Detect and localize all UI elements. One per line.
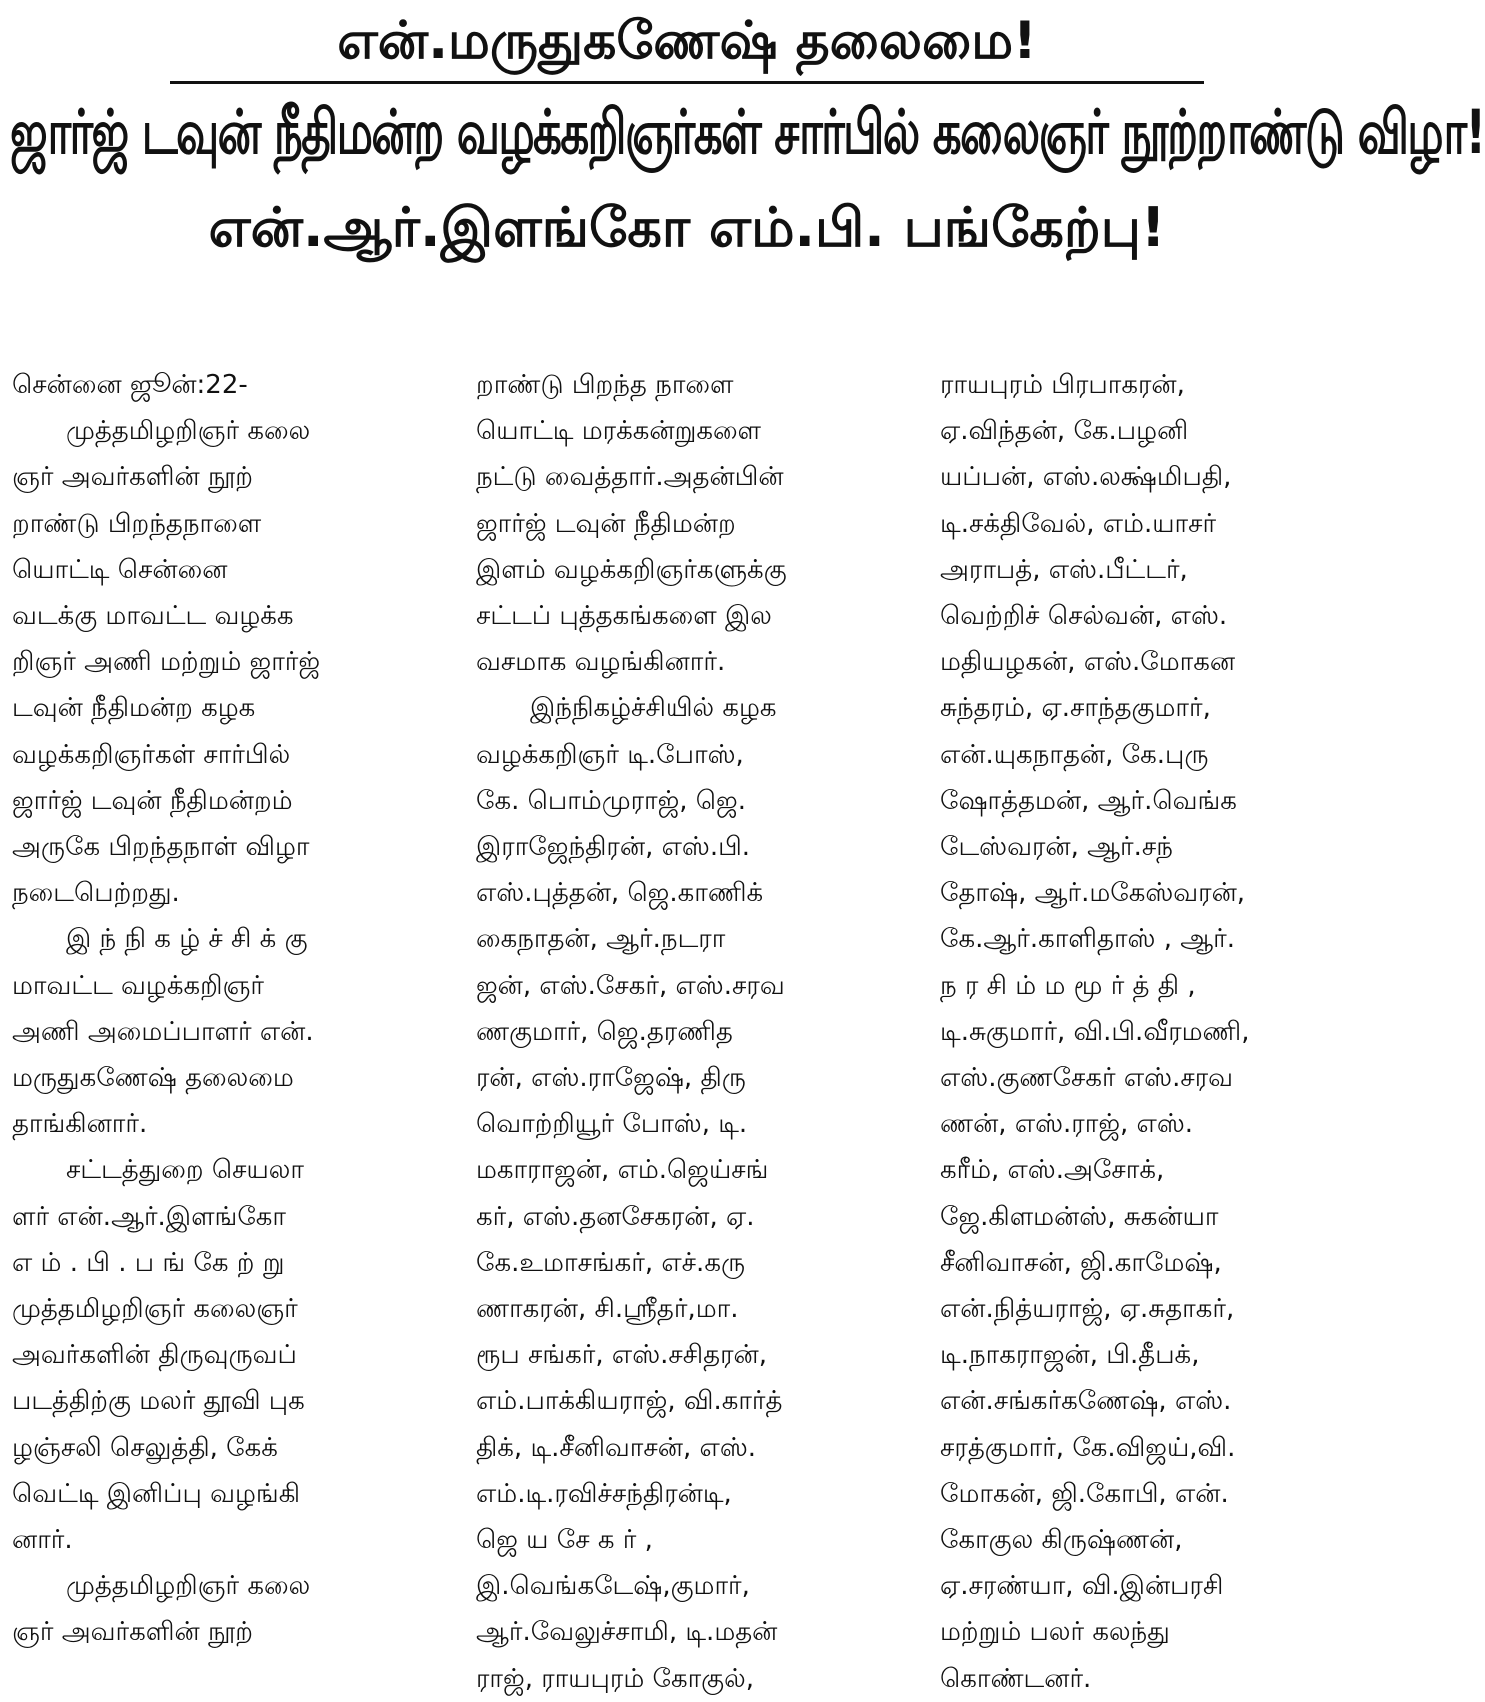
article-line: ஆர்.வேலுச்சாமி, டி.மதன் xyxy=(476,1617,778,1648)
article-line: சென்னை ஜூன்:22- xyxy=(12,370,248,400)
article-line: ளர் என்.ஆர்.இளங்கோ xyxy=(12,1201,287,1232)
article-line: ஞர் அவர்களின் நூற் xyxy=(12,462,253,493)
article-line: தோஷ், ஆர்.மகேஸ்வரன், xyxy=(940,878,1246,909)
article-line: கைநாதன், ஆர்.நடரா xyxy=(476,924,726,955)
article-line: அவர்களின் திருவுருவப் xyxy=(12,1340,297,1371)
article-line: அருகே பிறந்தநாள் விழா xyxy=(12,832,310,863)
article-line: சீனிவாசன், ஜி.காமேஷ், xyxy=(940,1247,1222,1278)
article-line: ரூப சங்கர், எஸ்.சசிதரன், xyxy=(476,1340,767,1371)
article-line: எஸ்.புத்தன், ஜெ.காணிக் xyxy=(476,878,764,909)
article-line: மதியழகன், எஸ்.மோகன xyxy=(940,647,1236,678)
article-line: சட்டத்துறை செயலா xyxy=(66,1155,304,1186)
article-line: ணாகரன், சி.ஸ்ரீதர்,மா. xyxy=(476,1294,739,1325)
article-line: நட்டு வைத்தார்.அதன்பின் xyxy=(476,462,784,493)
headline-main: ஜார்ஜ் டவுன் நீதிமன்ற வழக்கறிஞர்கள் சார்பில் கலைஞர் நூற்றாண்டு விழா! xyxy=(10,95,1485,168)
article-line: அணி அமைப்பாளர் என். xyxy=(12,1016,314,1047)
article-line: முத்தமிழறிஞர் கலை xyxy=(66,1571,311,1602)
article-line: ஏ.விந்தன், கே.பழனி xyxy=(940,416,1189,447)
article-line: றாண்டு பிறந்த நாளை xyxy=(476,370,734,400)
article-line: ணகுமார், ஜெ.தரணித xyxy=(476,1016,733,1047)
article-line: ஜே.கிளமன்ஸ், சுகன்யா xyxy=(940,1201,1219,1232)
article-body xyxy=(10,362,1364,1694)
article-line: வொற்றியூர் போஸ், டி. xyxy=(476,1109,748,1140)
article-line: இந்நிகழ்ச்சியில் கழக xyxy=(530,693,777,724)
article-line: என்.யுகநாதன், கே.புரு xyxy=(940,739,1209,770)
article-line: றிஞர் அணி மற்றும் ஜார்ஜ் xyxy=(12,647,321,678)
article-line: ந ர சி ம் ம மூ ர் த் தி , xyxy=(940,970,1196,1001)
article-line: எ ம் . பி . ப ங் கே ற் று xyxy=(12,1247,285,1278)
article-line: ஜார்ஜ் டவுன் நீதிமன்ற xyxy=(476,508,736,539)
article-line: றாண்டு பிறந்தநாளை xyxy=(12,508,262,539)
article-line: எம்.பாக்கியராஜ், வி.கார்த் xyxy=(476,1386,783,1417)
article-line: ஞர் அவர்களின் நூற் xyxy=(12,1617,253,1648)
article-line: என்.சங்கர்கணேஷ், எஸ். xyxy=(940,1386,1232,1417)
article-line: யொட்டி மரக்கன்றுகளை xyxy=(476,416,762,447)
article-line: கே.ஆர்.காளிதாஸ் , ஆர். xyxy=(940,924,1236,955)
article-line: ஜெ ய சே க ர் , xyxy=(476,1525,653,1556)
article-line: இராஜேந்திரன், எஸ்.பி. xyxy=(476,832,751,863)
article-column-3 xyxy=(940,362,1362,1702)
article-line: மாவட்ட வழக்கறிஞர் xyxy=(12,970,264,1001)
article-line: வசமாக வழங்கினார். xyxy=(476,647,726,678)
article-line: கர், எஸ்.தனசேகரன், ஏ. xyxy=(476,1201,755,1232)
article-line: கொண்டனர். xyxy=(940,1663,1092,1694)
article-line: கோகுல கிருஷ்ணன், xyxy=(940,1525,1183,1556)
article-line: டி.சுகுமார், வி.பி.வீரமணி, xyxy=(940,1016,1250,1047)
article-line: முத்தமிழறிஞர் கலைஞர் xyxy=(12,1294,298,1325)
article-line: டி.சக்திவேல், எம்.யாசர் xyxy=(940,508,1217,539)
article-line: கே. பொம்முராஜ், ஜெ. xyxy=(476,785,746,816)
article-line: வெற்றிச் செல்வன், எஸ். xyxy=(940,601,1228,632)
article-line: இளம் வழக்கறிஞர்களுக்கு xyxy=(476,554,787,585)
article-line: தாங்கினார். xyxy=(12,1109,148,1140)
article-line: என்.நித்யராஜ், ஏ.சுதாகர், xyxy=(940,1294,1235,1325)
article-line: டி.நாகராஜன், பி.தீபக், xyxy=(940,1340,1200,1371)
article-line: சட்டப் புத்தகங்களை இல xyxy=(476,601,772,632)
article-line: னார். xyxy=(12,1525,73,1556)
article-line: ராஜ், ராயபுரம் கோகுல், xyxy=(476,1663,754,1694)
article-line: யப்பன், எஸ்.லக்ஷ்மிபதி, xyxy=(940,462,1232,493)
article-line: ழஞ்சலி செலுத்தி, கேக் xyxy=(12,1432,278,1463)
article-line: மற்றும் பலர் கலந்து xyxy=(940,1617,1170,1648)
article-line: மருதுகணேஷ் தலைமை xyxy=(12,1063,294,1094)
article-line: டவுன் நீதிமன்ற கழக xyxy=(12,693,256,724)
article-line: சரத்குமார், கே.விஜய்,வி. xyxy=(940,1432,1236,1463)
article-line: ரன், எஸ்.ராஜேஷ், திரு xyxy=(476,1063,746,1094)
article-line: திக், டி.சீனிவாசன், எஸ். xyxy=(476,1432,757,1463)
article-line: யொட்டி சென்னை xyxy=(12,554,228,585)
article-line: இ.வெங்கடேஷ்,குமார், xyxy=(476,1571,750,1602)
article-line: ஜன், எஸ்.சேகர், எஸ்.சரவ xyxy=(476,970,785,1001)
article-line: இ ந் நி க ழ் ச் சி க் கு xyxy=(66,924,308,955)
article-line: கே.உமாசங்கர், எச்.கரு xyxy=(476,1247,746,1278)
article-line: வழக்கறிஞர்கள் சார்பில் xyxy=(12,739,291,770)
article-line: எம்.டி.ரவிச்சந்திரன்டி, xyxy=(476,1478,732,1509)
article-line: எஸ்.குணசேகர் எஸ்.சரவ xyxy=(940,1063,1234,1094)
article-line: மோகன், ஜி.கோபி, என். xyxy=(940,1478,1229,1509)
article-line: மகாராஜன், எம்.ஜெய்சங் xyxy=(476,1155,769,1186)
article-line: சுந்தரம், ஏ.சாந்தகுமார், xyxy=(940,693,1211,724)
article-line: டேஸ்வரன், ஆர்.சந் xyxy=(940,832,1173,863)
article-line: கரீம், எஸ்.அசோக், xyxy=(940,1155,1165,1186)
article-line: ஜார்ஜ் டவுன் நீதிமன்றம் xyxy=(12,785,293,816)
headline-divider xyxy=(170,81,1204,84)
article-line: ணன், எஸ்.ராஜ், எஸ். xyxy=(940,1109,1194,1140)
article-line: வெட்டி இனிப்பு வழங்கி xyxy=(12,1478,301,1509)
article-line: வடக்கு மாவட்ட வழக்க xyxy=(12,601,294,632)
article-line: ஷோத்தமன், ஆர்.வெங்க xyxy=(940,785,1237,816)
article-line: முத்தமிழறிஞர் கலை xyxy=(66,416,311,447)
article-line: ஏ.சரண்யா, வி.இன்பரசி xyxy=(940,1571,1224,1602)
article-line: அராபத், எஸ்.பீட்டர், xyxy=(940,554,1188,585)
article-column-1 xyxy=(12,362,434,1702)
article-line: படத்திற்கு மலர் தூவி புக xyxy=(12,1386,305,1417)
headline-sub: என்.ஆர்.இளங்கோ எம்.பி. பங்கேற்பு! xyxy=(208,195,1166,259)
headline-top: என்.மருதுகணேஷ் தலைமை! xyxy=(337,11,1037,71)
article-column-2 xyxy=(476,362,898,1702)
article-line: நடைபெற்றது. xyxy=(12,878,180,909)
article-line: வழக்கறிஞர் டி.போஸ், xyxy=(476,739,744,770)
article-line: ராயபுரம் பிரபாகரன், xyxy=(940,370,1185,400)
